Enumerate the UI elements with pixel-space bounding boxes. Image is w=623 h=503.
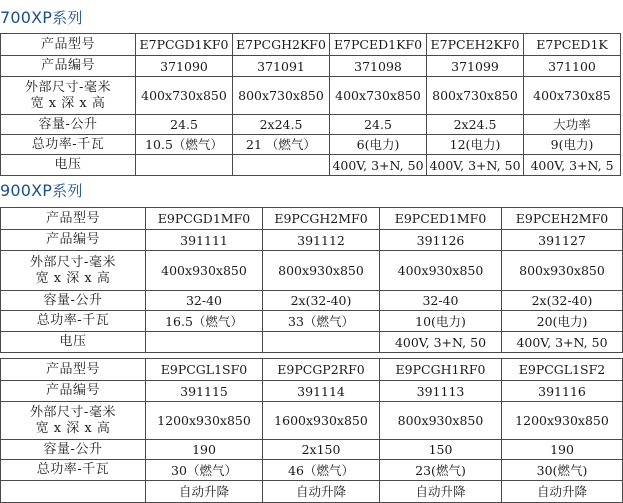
table-row <box>1 332 623 353</box>
label-power: 总功率-千瓦 <box>1 311 146 332</box>
spec-table-900xp <box>0 207 623 353</box>
cell-code: 391113 <box>380 381 502 402</box>
label-model: 产品型号 <box>1 359 146 381</box>
series-model: 700XP <box>0 8 53 27</box>
section-title-900xp <box>0 179 83 203</box>
cell-dims: 400x930x850 <box>146 251 263 291</box>
cell-code: 371091 <box>233 56 330 77</box>
cell-code: 391126 <box>380 230 502 251</box>
cell-dims: 1600x930x850 <box>263 402 380 440</box>
series-suffix: 系列 <box>52 182 83 200</box>
cell-power: 10(电力) <box>380 311 502 332</box>
cell-model: E7PCGD1KF0 <box>136 34 233 56</box>
spec-table-700xp <box>0 33 621 176</box>
cell-model: E9PCGP2RF0 <box>263 359 380 381</box>
cell-code: 371090 <box>136 56 233 77</box>
cell-power: 10.5（燃气） <box>136 135 233 155</box>
cell-voltage: 400V, 3+N, 50 <box>502 332 623 353</box>
table-row <box>1 251 623 291</box>
series-model: 900XP <box>0 181 53 200</box>
table-row <box>1 311 623 332</box>
cell-dims: 400x930x850 <box>380 251 502 291</box>
table-row <box>1 230 623 251</box>
label-dims-line2: 宽 x 深 x 高 <box>35 270 111 286</box>
cell-voltage: 400V, 3+N, 50 <box>380 332 502 353</box>
cell-model: E9PCGL1SF0 <box>146 359 263 381</box>
cell-dims: 400x730x850 <box>136 77 233 115</box>
table-row <box>1 460 623 481</box>
cell-power: 12(电力) <box>427 135 524 155</box>
cell-power: 20(电力) <box>502 311 623 332</box>
cell-voltage: 400V, 3+N, 50 <box>427 155 524 176</box>
cell-capacity: 150 <box>380 440 502 460</box>
cell-dims: 400x730x850 <box>330 77 427 115</box>
cell-code: 371099 <box>427 56 524 77</box>
cell-model: E9PCEH2MF0 <box>502 208 623 230</box>
cell-capacity: 2x150 <box>263 440 380 460</box>
cell-code: 391112 <box>263 230 380 251</box>
cell-code: 391115 <box>146 381 263 402</box>
cell-dims: 800x730x850 <box>233 77 330 115</box>
cell-power: 6(电力) <box>330 135 427 155</box>
cell-dims: 800x930x850 <box>380 402 502 440</box>
label-capacity: 容量-公升 <box>1 115 136 135</box>
label-dims <box>1 77 136 115</box>
cell-power: 30（燃气） <box>146 460 263 481</box>
label-dims-line1: 外部尺寸-毫米 <box>25 79 111 95</box>
cell-voltage <box>136 155 233 176</box>
label-voltage: 电压 <box>1 332 146 353</box>
cell-code: 391111 <box>146 230 263 251</box>
label-model: 产品型号 <box>1 208 146 230</box>
table-row <box>1 56 621 77</box>
cell-capacity: 190 <box>502 440 623 460</box>
cell-extra: 自动升降 <box>502 481 623 503</box>
label-dims-line2: 宽 x 深 x 高 <box>30 95 106 111</box>
cell-dims: 800x930x850 <box>263 251 380 291</box>
table-row <box>1 208 623 230</box>
cell-power: 23(燃气) <box>380 460 502 481</box>
cell-extra: 自动升降 <box>146 481 263 503</box>
label-voltage: 电压 <box>1 155 136 176</box>
table-row <box>1 440 623 460</box>
cell-model: E9PCGH1RF0 <box>380 359 502 381</box>
cell-model: E9PCGH2MF0 <box>263 208 380 230</box>
table-row <box>1 135 621 155</box>
cell-dims: 1200x930x850 <box>146 402 263 440</box>
cell-extra: 自动升降 <box>380 481 502 503</box>
cell-capacity: 24.5 <box>330 115 427 135</box>
cell-dims: 800x730x850 <box>427 77 524 115</box>
cell-dims: 1200x930x850 <box>502 402 623 440</box>
table-row <box>1 115 621 135</box>
cell-model: E7PCEH2KF0 <box>427 34 524 56</box>
table-row <box>1 381 623 402</box>
section-title-700xp <box>0 6 83 30</box>
cell-power: 30(燃气) <box>502 460 623 481</box>
cell-capacity: 2x24.5 <box>427 115 524 135</box>
cell-power: 33（燃气） <box>263 311 380 332</box>
cell-code: 391114 <box>263 381 380 402</box>
cell-dims: 400x730x85 <box>524 77 621 115</box>
table-row <box>1 77 621 115</box>
label-dims <box>1 251 146 291</box>
cell-capacity: 大功率 <box>524 115 621 135</box>
cell-extra: 自动升降 <box>263 481 380 503</box>
label-dims <box>1 402 146 440</box>
label-code: 产品编号 <box>1 381 146 402</box>
cell-dims: 800x930x850 <box>502 251 623 291</box>
label-capacity: 容量-公升 <box>1 291 146 311</box>
cell-model: E7PCED1K <box>524 34 621 56</box>
label-capacity: 容量-公升 <box>1 440 146 460</box>
label-code: 产品编号 <box>1 230 146 251</box>
table-row <box>1 34 621 56</box>
label-extra <box>1 481 146 503</box>
label-power: 总功率-千瓦 <box>1 460 146 481</box>
label-model: 产品型号 <box>1 34 136 56</box>
cell-model: E7PCED1KF0 <box>330 34 427 56</box>
label-dims-line1: 外部尺寸-毫米 <box>30 404 116 420</box>
table-row <box>1 402 623 440</box>
table-row <box>1 291 623 311</box>
cell-code: 391127 <box>502 230 623 251</box>
cell-code: 391116 <box>502 381 623 402</box>
cell-voltage: 400V, 3+N, 5 <box>524 155 621 176</box>
label-code: 产品编号 <box>1 56 136 77</box>
label-power: 总功率-千瓦 <box>1 135 136 155</box>
series-suffix: 系列 <box>52 9 83 27</box>
cell-power: 46（燃气） <box>263 460 380 481</box>
cell-code: 371098 <box>330 56 427 77</box>
cell-power: 9(电力) <box>524 135 621 155</box>
table-row <box>1 481 623 503</box>
cell-model: E7PCGH2KF0 <box>233 34 330 56</box>
cell-model: E9PCGD1MF0 <box>146 208 263 230</box>
label-dims-line2: 宽 x 深 x 高 <box>35 420 111 436</box>
table-row <box>1 155 621 176</box>
cell-voltage <box>263 332 380 353</box>
label-dims-line1: 外部尺寸-毫米 <box>30 254 116 270</box>
cell-model: E9PCGL1SF2 <box>502 359 623 381</box>
cell-code: 371100 <box>524 56 621 77</box>
cell-voltage <box>233 155 330 176</box>
cell-capacity: 2x(32-40) <box>263 291 380 311</box>
cell-model: E9PCED1MF0 <box>380 208 502 230</box>
cell-voltage <box>146 332 263 353</box>
table-row <box>1 359 623 381</box>
cell-power: 16.5（燃气） <box>146 311 263 332</box>
cell-capacity: 24.5 <box>136 115 233 135</box>
cell-power: 21 （燃气） <box>233 135 330 155</box>
cell-capacity: 2x24.5 <box>233 115 330 135</box>
cell-voltage: 400V, 3+N, 50 <box>330 155 427 176</box>
cell-capacity: 2x(32-40) <box>502 291 623 311</box>
cell-capacity: 190 <box>146 440 263 460</box>
cell-capacity: 32-40 <box>380 291 502 311</box>
spec-table-900xp-large <box>0 358 623 503</box>
cell-capacity: 32-40 <box>146 291 263 311</box>
